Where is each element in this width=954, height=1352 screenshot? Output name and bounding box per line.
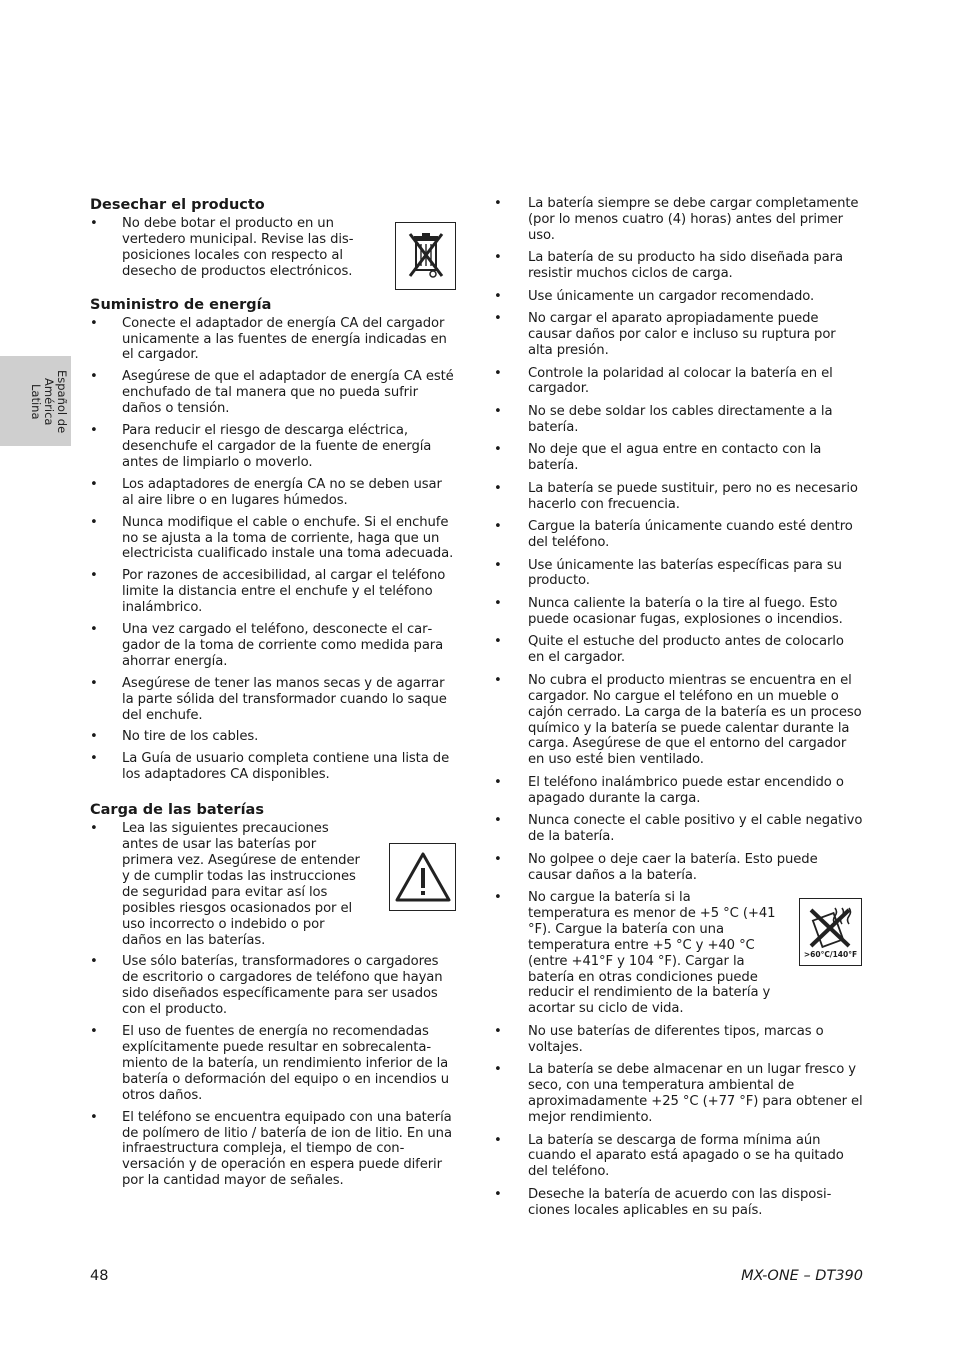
- list-item: • La batería siempre se debe cargar completamente (por lo menos cuatro (4) horas) antes del primer uso.: [494, 196, 859, 243]
- list-item: • Deseche la batería de acuerdo con las disposiciones locales aplicables en su país.: [494, 1186, 832, 1218]
- list-item: • No tire de los cables.: [90, 729, 259, 745]
- list-item: • Lea las siguientes precauciones antes de usar las baterías por primera vez. Asegúrese de entender y de cumplir todas las instrucciones de seguridad para evitar así los posibles riesgos ocasionados por el uso incorrecto o indebido o por daños en las baterías.: [90, 821, 360, 948]
- list-item: • Por razones de accesibilidad, al cargar el teléfono limite la distancia entre el enchufe y el teléfono inalámbrico.: [90, 568, 446, 616]
- list-item: • La batería se puede sustituir, pero no es necesario hacerlo con frecuencia.: [494, 480, 858, 512]
- section-power-supply: [90, 296, 456, 784]
- battery-precautions-list: [494, 196, 864, 1219]
- list-item: • Use únicamente las baterías específicas para su producto.: [494, 557, 842, 589]
- language-tab-label: Español de América Latina: [29, 370, 69, 434]
- left-column: [90, 196, 456, 1203]
- list-item: • Controle la polaridad al colocar la batería en el cargador.: [494, 365, 833, 397]
- list-item: • Una vez cargado el teléfono, desconecte el cargador de la toma de corriente como medida para ahorrar energía.: [90, 622, 444, 669]
- heat-label: >60°C/140°F: [803, 950, 858, 959]
- list-item: • Asegúrese de tener las manos secas y de agarrar la parte sólida del transformador cuando lo saque del enchufe.: [90, 675, 447, 723]
- heading-power-supply: Suministro de energía: [90, 296, 272, 313]
- language-side-tab: [0, 356, 71, 446]
- list-item: • Para reducir el riesgo de descarga eléctrica, desenchufe el cargador de la fuente de energía antes de limpiarlo o moverlo.: [90, 423, 432, 470]
- list-item: • La batería de su producto ha sido diseñada para resistir muchos ciclos de carga.: [494, 250, 843, 282]
- document-title: MX-ONE – DT390: [741, 1268, 863, 1284]
- warning-icon: [394, 850, 452, 904]
- list-item: • La batería se debe almacenar en un lugar fresco y seco, con una temperatura ambiental de aproximadamente +25 °C (+77 °F) para obtener el mejor rendimiento.: [494, 1062, 863, 1125]
- list-item: • La Guía de usuario completa contiene una lista de los adaptadores CA disponibles.: [90, 751, 450, 783]
- list-item: • Nunca conecte el cable positivo y el cable negativo de la batería.: [494, 813, 863, 845]
- list-item: • Los adaptadores de energía CA no se deben usar al aire libre o en lugares húmedos.: [90, 476, 442, 508]
- right-column: [494, 196, 864, 1225]
- list-item: • No cubra el producto mientras se encuentra en el cargador. No cargue el teléfono en un mueble o cajón cerrado. La carga de la batería es un proceso químico y la batería se puede calentar durante la carga. Asegúrese de que el entorno del cargador en uso esté bien ventilado.: [494, 672, 862, 768]
- list-item: • Nunca modifique el cable o enchufe. Si el enchufe no se ajusta a la toma de corriente, haga que un electricista cualificado instale una toma adecuada.: [90, 514, 454, 562]
- list-item: • No cargar el aparato apropiadamente puede causar daños por calor e incluso su ruptura por alta presión.: [494, 311, 836, 359]
- list-item: • Quite el estuche del producto antes de colocarlo en el cargador.: [494, 634, 844, 666]
- weee-crossed-bin-icon: [395, 222, 456, 290]
- list-item: • Asegúrese de que el adaptador de energía CA esté enchufado de tal manera que no pueda sufrir daños o tensión.: [90, 369, 454, 417]
- list-item: • Conecte el adaptador de energía CA del cargador unicamente a las fuentes de energía indicadas en el cargador.: [90, 315, 447, 363]
- list-item: • El uso de fuentes de energía no recomendadas explícitamente puede resultar en sobrecalentamiento de la batería, un rendimiento inferior de la batería o deformación del equipo o en incendios u otros daños.: [90, 1024, 449, 1103]
- list-item: • Use únicamente un cargador recomendado.: [494, 288, 815, 304]
- list-item: • No se debe soldar los cables directamente a la batería.: [494, 403, 833, 435]
- list-item: • La batería se descarga de forma mínima aún cuando el aparato está apagado o se ha quitado del teléfono.: [494, 1132, 844, 1180]
- list-item: • Nunca caliente la batería o la tire al fuego. Esto puede ocasionar fugas, explosiones o incendios.: [494, 595, 843, 627]
- list-item: • No cargue la batería si la temperatura es menor de +5 °C (+41 °F). Cargue la batería con una temperatura entre +5 °C y +40 °C (entre +41°F y 104 °F). Cargar la batería en otras condiciones puede reducir el rendimiento de la batería y acortar su ciclo de vida.: [494, 890, 776, 1017]
- list-item: • No use baterías de diferentes tipos, marcas o voltajes.: [494, 1023, 824, 1055]
- no-heat-icon: [799, 898, 862, 966]
- heading-battery-charging: Carga de las baterías: [90, 802, 264, 819]
- crossed-heat-battery-icon: [805, 902, 857, 950]
- list-item: • Cargue la batería únicamente cuando esté dentro del teléfono.: [494, 519, 853, 551]
- list-item: • No debe botar el producto en un vertedero municipal. Revise las disposiciones locales con respecto al desecho de productos electrónicos.: [90, 216, 354, 279]
- power-supply-list: [90, 316, 456, 784]
- page-number: 48: [90, 1268, 109, 1284]
- list-item: • No deje que el agua entre en contacto con la batería.: [494, 442, 822, 474]
- list-item: • Use sólo baterías, transformadores o cargadores de escritorio o cargadores de teléfono que hayan sido diseñados específicamente para ser usados con el producto.: [90, 954, 443, 1018]
- crossed-bin-icon: [406, 230, 446, 282]
- warning-triangle-icon: [389, 843, 456, 911]
- list-item: • El teléfono inalámbrico puede estar encendido o apagado durante la carga.: [494, 774, 844, 806]
- heading-disposal: Desechar el producto: [90, 197, 265, 213]
- list-item: • El teléfono se encuentra equipado con una batería de polímero de litio / batería de ion de litio. En una infraestructura compleja, el tiempo de conversación y de operación en espera puede diferir por la cantidad mayor de señales.: [90, 1109, 452, 1189]
- list-item: • No golpee o deje caer la batería. Esto puede causar daños a la batería.: [494, 851, 818, 883]
